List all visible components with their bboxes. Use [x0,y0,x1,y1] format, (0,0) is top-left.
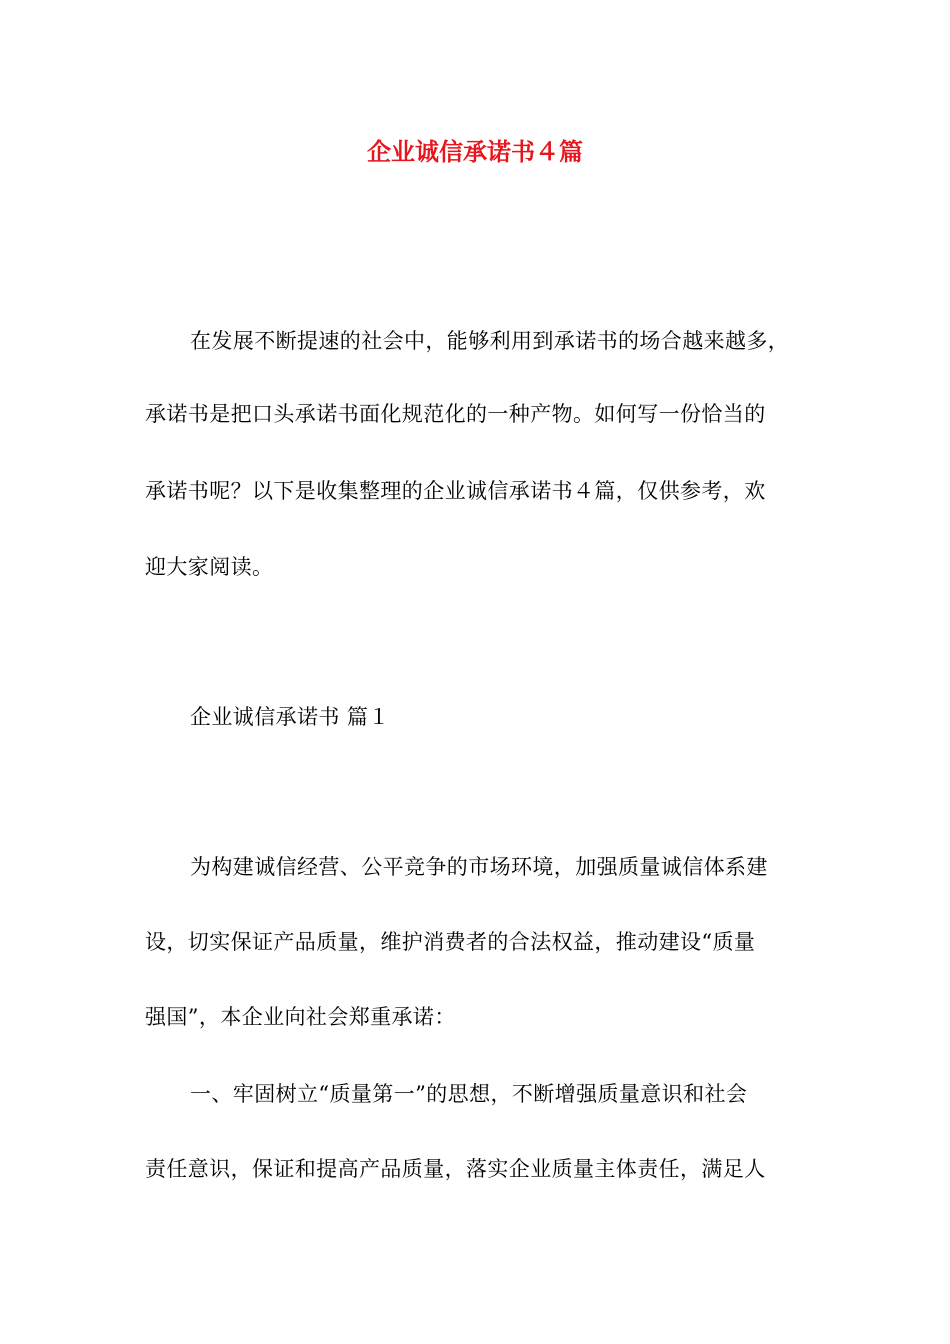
paragraph-line: 责任意识，保证和提高产品质量，落实企业质量主体责任，满足人 [145,1157,766,1181]
paragraph-line: 为构建诚信经营、公平竞争的市场环境，加强质量诚信体系建 [190,855,768,879]
paragraph-line: 设，切实保证产品质量，维护消费者的合法权益，推动建设“质量 [145,930,756,954]
section-heading: 企业诚信承诺书 篇１ [190,705,390,729]
paragraph-line: 一、牢固树立“质量第一”的思想，不断增强质量意识和社会 [190,1082,748,1106]
intro-line: 承诺书是把口头承诺书面化规范化的一种产物。如何写一份恰当的 [145,402,766,426]
intro-line: 在发展不断提速的社会中，能够利用到承诺书的场合越来越多， [190,329,790,353]
paragraph-line: 强国”，本企业向社会郑重承诺： [145,1005,456,1029]
document-title: 企业诚信承诺书４篇 [367,137,583,166]
intro-line: 迎大家阅读。 [145,555,274,579]
intro-line: 承诺书呢？以下是收集整理的企业诚信承诺书４篇，仅供参考，欢 [145,479,766,503]
